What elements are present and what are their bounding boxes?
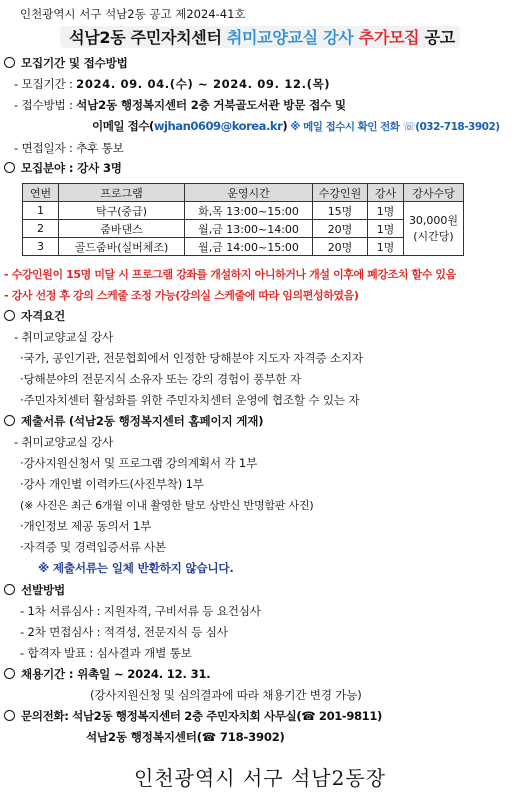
recruit-period-line: - 모집기간 : 2024. 09. 04.(수) ~ 2024. 09. 12.(목) (14, 77, 331, 91)
cell-teachers: 1명 (368, 202, 404, 220)
cell-no: 1 (23, 202, 59, 220)
interview-date-line: - 면접일자 : 추후 통보 (14, 141, 124, 155)
program-table (22, 183, 464, 256)
circle-bullet-icon (4, 710, 15, 721)
cell-time: 월,금 13:00~14:00 (185, 220, 313, 238)
cell-no: 2 (23, 220, 59, 238)
cell-time: 화,목 13:00~15:00 (185, 202, 313, 220)
cell-teachers: 1명 (368, 220, 404, 238)
cell-teachers: 1명 (368, 238, 404, 256)
selection-item: - 2차 면접심사 : 적격성, 전문지식 등 심사 (20, 625, 228, 639)
circle-bullet-icon (4, 415, 15, 426)
section-recruit-field-heading: 모집분야 : 강사 3명 (4, 160, 122, 176)
employment-note: (강사지원신청 및 심의결과에 따라 채용기간 변경 가능) (90, 688, 362, 702)
recruit-method-line1: - 접수방법 : 석남2동 행정복지센터 2층 거북골도서관 방문 접수 및 (14, 98, 346, 112)
table-header-row (23, 184, 464, 202)
section-qualification-heading: 자격요건 (4, 308, 65, 324)
section-selection-heading: 선발방법 (4, 582, 65, 598)
cell-pay: 30,000원 (시간당) (404, 202, 464, 256)
selection-item: - 합격자 발표 : 심사결과 개별 통보 (20, 646, 192, 660)
cell-students: 20명 (313, 220, 368, 238)
qualification-item: ·당해분야의 전문지식 소유자 또는 강의 경험이 풍부한 자 (20, 372, 301, 386)
section-contact: 문의전화: 석남2동 행정복지센터 2층 주민자치회 사무실(☎ 201-9811) (4, 708, 382, 724)
circle-bullet-icon (4, 668, 15, 679)
cell-program: 골드줌바(실버체조) (59, 238, 185, 256)
header-program: 프로그램 (59, 184, 185, 202)
section-recruit-period-heading: 모집기간 및 접수방법 (4, 55, 128, 71)
qualification-item: ·국가, 공인기관, 전문협회에서 인정한 당해분야 지도자 자격증 소지자 (20, 351, 363, 365)
footer-signature: 인천광역시 서구 석남2동장 (134, 766, 386, 790)
title-part-program: 취미교양교실 강사 (226, 28, 354, 47)
note-min-students: - 수강인원이 15명 미달 시 프로그램 강좌를 개설하지 아니하거나 개설 이후에 폐강조치 할수 있음 (4, 268, 456, 281)
note-schedule: - 강사 선정 후 강의 스케줄 조정 가능(강의실 스케줄에 따라 임의편성하였음) (4, 289, 359, 302)
document-item: ·개인정보 제공 동의서 1부 (20, 519, 152, 533)
recruit-method-line2: 이메일 접수(wjhan0609@korea.kr) ※ 메일 접수시 확인 전화 ☏(032-718-3902) (92, 119, 500, 133)
header-teachers: 강사 (368, 184, 404, 202)
header-no: 연번 (23, 184, 59, 202)
document-item: ·강사 개인별 이력카드(사진부착) 1부 (20, 477, 204, 491)
table-row (23, 238, 464, 256)
header-pay: 강사수당 (404, 184, 464, 202)
document-item: ·강사지원신청서 및 프로그램 강의계획서 각 1부 (20, 456, 258, 470)
documents-warning: ※ 제출서류는 일체 반환하지 않습니다. (38, 561, 234, 575)
qualification-item: - 취미교양교실 강사 (14, 330, 113, 344)
document-item: ·자격증 및 경력입증서류 사본 (20, 540, 166, 554)
header-time: 운영시간 (185, 184, 313, 202)
title-part-center: 석남2동 주민자치센터 (69, 28, 227, 47)
cell-time: 월,금 14:00~15:00 (185, 238, 313, 256)
circle-bullet-icon (4, 162, 15, 173)
circle-bullet-icon (4, 584, 15, 595)
cell-program: 탁구(중급) (59, 202, 185, 220)
cell-students: 15명 (313, 202, 368, 220)
title-part-notice: 공고 (419, 28, 455, 47)
table-row (23, 220, 464, 238)
cell-no: 3 (23, 238, 59, 256)
page-title (12, 25, 512, 48)
title-part-recruit: 추가모집 (353, 28, 420, 47)
table-row (23, 202, 464, 220)
section-employment-heading: 채용기간 : 위촉일 ~ 2024. 12. 31. (4, 666, 211, 682)
section-documents-heading: 제출서류 (석남2동 행정복지센터 홈페이지 게재) (4, 413, 263, 429)
cell-program: 줌바댄스 (59, 220, 185, 238)
qualification-item: ·주민자치센터 활성화를 위한 주민자치센터 운영에 협조할 수 있는 자 (20, 393, 360, 407)
cell-students: 20명 (313, 238, 368, 256)
contact-line2: 석남2동 행정복지센터(☎ 718-3902) (86, 730, 285, 744)
email-link[interactable]: wjhan0609@korea.kr (153, 119, 283, 133)
header-students: 수강인원 (313, 184, 368, 202)
document-item: - 취미교양교실 강사 (14, 435, 113, 449)
circle-bullet-icon (4, 310, 15, 321)
circle-bullet-icon (4, 57, 15, 68)
document-item: (※ 사진은 최근 6개월 이내 촬영한 탈모 상반신 반명함판 사진) (20, 499, 314, 512)
notice-number: 인천광역시 서구 석남2동 공고 제2024-41호 (20, 7, 246, 21)
selection-item: - 1차 서류심사 : 지원자격, 구비서류 등 요건심사 (20, 604, 261, 618)
